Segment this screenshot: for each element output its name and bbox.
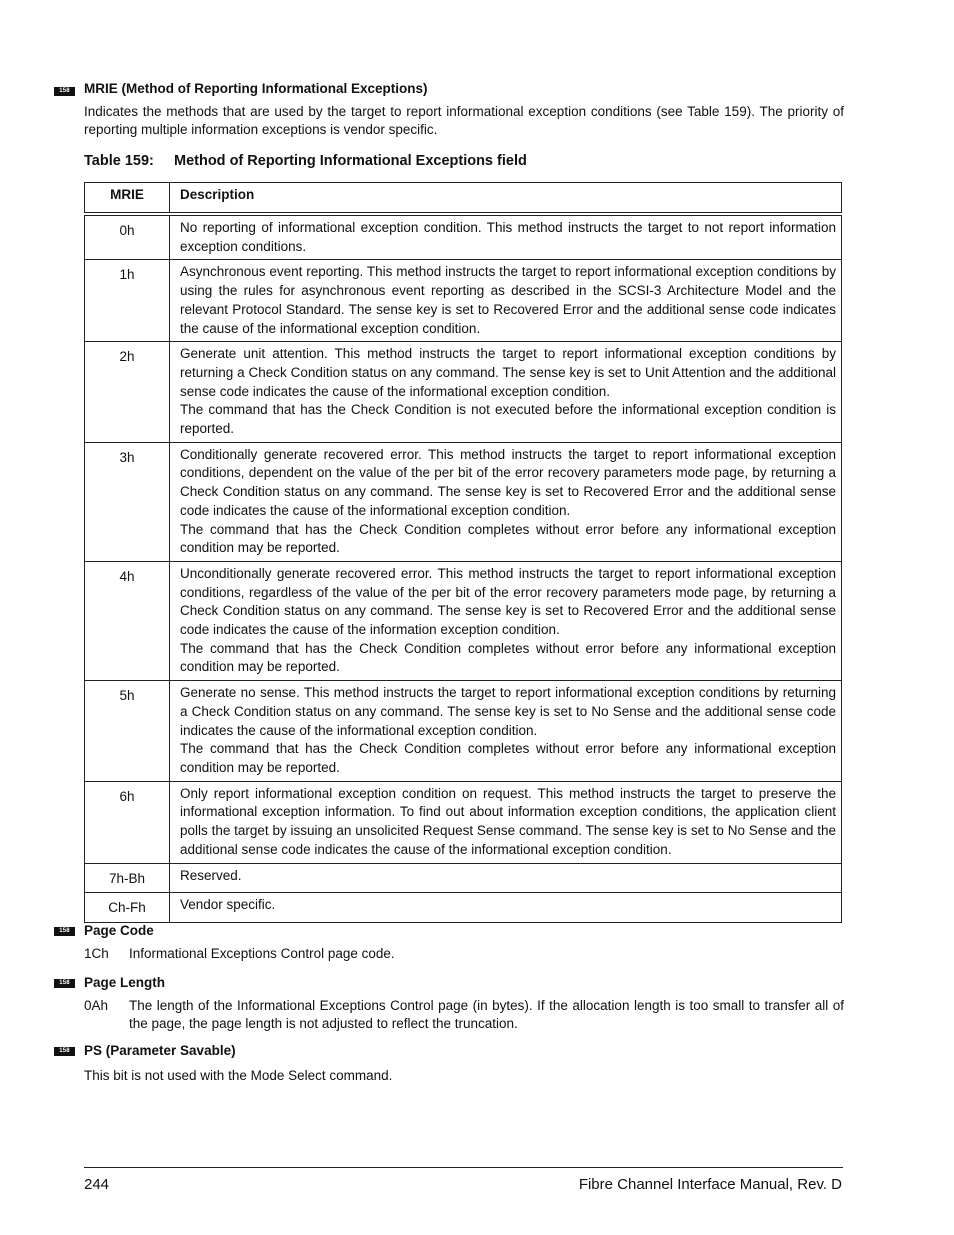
mrie-code-cell: 0h [85,214,170,260]
mrie-code-cell: 3h [85,442,170,561]
description-paragraph: The command that has the Check Condition completes without error before any informational exception condition may be reported. [180,741,836,775]
description-paragraph: No reporting of informational exception condition. This method instructs the target to not report information exception conditions. [180,220,836,254]
mrie-code-cell: 7h-Bh [85,863,170,893]
description-cell [170,893,842,923]
table-row [85,893,842,923]
description-paragraph: Generate unit attention. This method instructs the target to report informational exception conditions by returning a Check Condition status on any command. The sense key is set to Unit Attention and the additional sense code indicates the cause of the informational exception condition. [180,346,836,399]
mrie-table [84,182,842,923]
section-badge: 158 [54,87,75,96]
description-paragraph: Reserved. [180,867,242,883]
mrie-code-cell: 1h [85,260,170,342]
table-caption [84,153,527,169]
description-cell [170,342,842,443]
footer-rule [84,1167,843,1168]
description-paragraph: Generate no sense. This method instructs the target to report informational exception conditions by returning a Check Condition status on any command. The sense key is set to No Sense and the additional sense code indicates the cause of the informational exception condition. [180,685,836,738]
column-header-description: Description [170,183,842,215]
description-cell [170,260,842,342]
description-paragraph: Only report informational exception condition on request. This method instructs the target to preserve the informational exception information. To find out about information exception conditions, the application client polls the target by issuing an unsolicited Request Sense command. The sense key is set to No Sense and the additional sense code indicates the cause of the informational exception condition. [180,785,836,857]
description-paragraph: The command that has the Check Condition is not executed before the informational exception condition is reported. [180,402,836,437]
section-badge: 158 [54,979,75,988]
description-paragraph: Unconditionally generate recovered error. This method instructs the target to report informational exception conditions, regardless of the value of the per bit of the error recovery parameters mode page, by returning a Check Condition status on any command. The sense key is set to Recovered Error and the additional sense code indicates the cause of the information exception condition. [180,565,836,638]
description-paragraph: Vendor specific. [180,897,276,913]
description-cell [170,781,842,863]
description-paragraph: The command that has the Check Condition completes without error before any informational exception condition may be reported. [180,640,836,675]
mrie-code-cell: 5h [85,681,170,782]
table-row [85,863,842,893]
page-length-definition [84,997,844,1032]
mrie-code-cell: Ch-Fh [85,893,170,923]
ps-heading: PS (Parameter Savable) [84,1043,236,1058]
page-code-heading: Page Code [84,923,154,938]
page-code-definition [84,945,844,963]
ps-text: This bit is not used with the Mode Select command. [84,1068,393,1083]
page-code-value: 1Ch [84,946,109,961]
page-length-value: 0Ah [84,998,109,1013]
section-badge: 158 [54,1047,75,1056]
page-code-text: Informational Exceptions Control page code. [129,946,395,961]
table-row [85,442,842,561]
document-title: Fibre Channel Interface Manual, Rev. D [578,1176,842,1193]
mrie-code-cell: 6h [85,781,170,863]
mrie-heading: MRIE (Method of Reporting Informational Exceptions) [84,81,428,96]
description-cell [170,863,842,893]
table-row [85,681,842,782]
mrie-intro: Indicates the methods that are used by the target to report informational exception conditions (see Table 159). The priority of reporting multiple information exceptions is vendor specific. [84,104,844,137]
table-header-row [85,183,842,215]
page-length-text: The length of the Informational Exceptions Control page (in bytes). If the allocation length is too small to transfer all of the page, the page length is not adjusted to reflect the truncation. [129,998,844,1031]
description-cell [170,214,842,260]
description-cell [170,442,842,561]
mrie-code-cell: 2h [85,342,170,443]
description-paragraph: Asynchronous event reporting. This method instructs the target to report informational exception conditions by using the rules for asynchronous event reporting as described in the SCSI-3 Architecture Model and the relevant Protocol Standard. The sense key is set to Recovered Error and the additional sense code indicates the cause of the informational exception condition. [180,264,836,336]
table-row [85,561,842,680]
description-paragraph: The command that has the Check Condition completes without error before any informational exception condition may be reported. [180,521,836,556]
page-length-heading: Page Length [84,975,166,990]
description-paragraph: Conditionally generate recovered error. This method instructs the target to report informational exception conditions, dependent on the value of the per bit of the error recovery parameters mode page, by returning a Check Condition status on any command. The sense key is set to Recovered Error and the additional sense code indicates the cause of the informational exception condition. [180,446,836,518]
column-header-mrie: MRIE [85,183,170,215]
table-row [85,214,842,260]
table-row [85,260,842,342]
table-row [85,781,842,863]
page-number: 244 [84,1176,110,1193]
mrie-code-cell: 4h [85,561,170,680]
table-title: Method of Reporting Informational Exceptions field [174,153,527,169]
table-row [85,342,842,443]
description-cell [170,681,842,782]
description-cell [170,561,842,680]
table-number: Table 159: [84,153,154,169]
section-badge: 158 [54,927,75,936]
